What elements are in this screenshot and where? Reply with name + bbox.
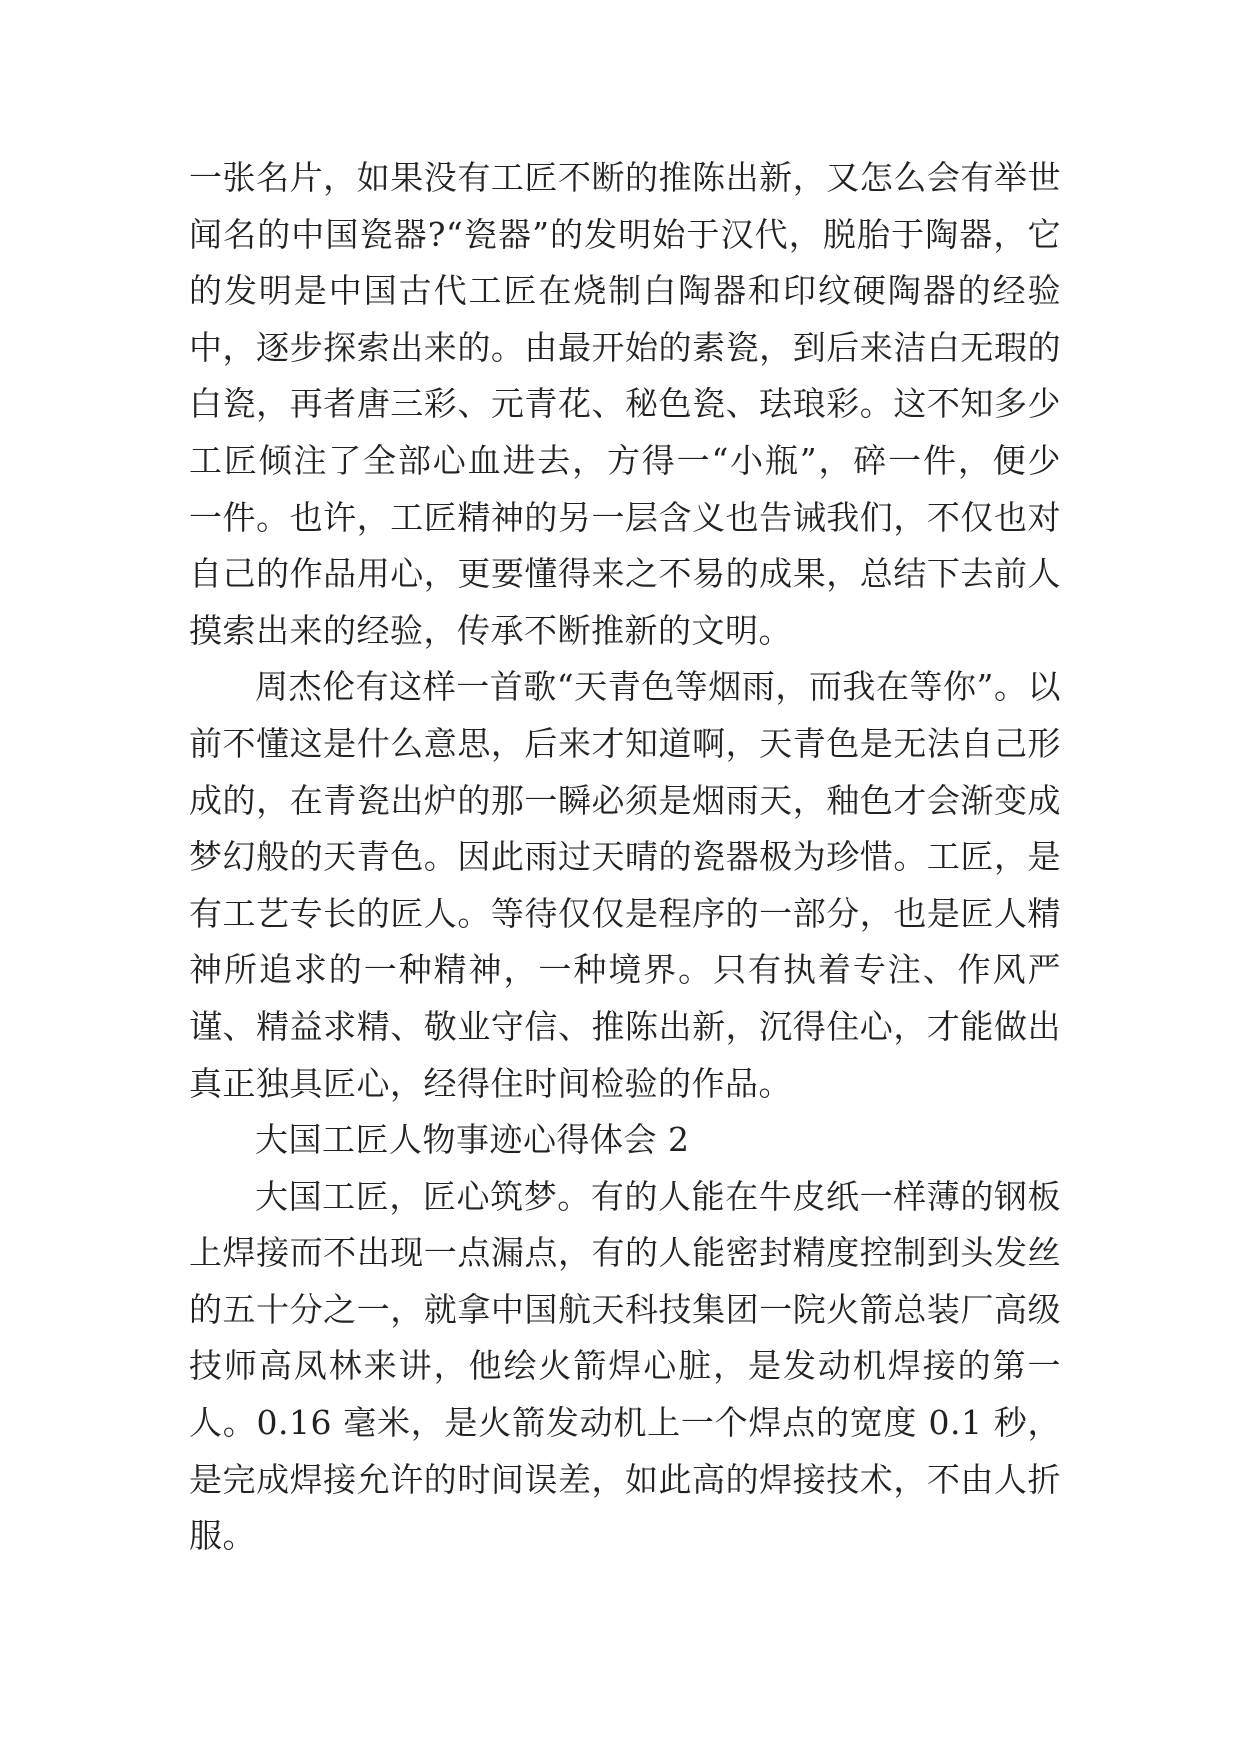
paragraph-craftsman: 大国工匠，匠心筑梦。有的人能在牛皮纸一样薄的钢板上焊接而不出现一点漏点，有的人能密封精度控制到头发丝的五十分之一，就拿中国航天科技集团一院火箭总装厂高级技师高凤林来讲，他绘火箭焊心脏，是发动机焊接的第一人。0.16 毫米，是火箭发动机上一个焊点的宽度 0.1 秒，是完成焊接允许的时间误差，如此高的焊接技术，不由人折服。	[189, 1176, 1061, 1556]
section-heading: 大国工匠人物事迹心得体会 2	[255, 1120, 690, 1160]
document-body	[189, 150, 1061, 1565]
paragraph-porcelain: 一张名片，如果没有工匠不断的推陈出新，又怎么会有举世闻名的中国瓷器?“瓷器”的发明始于汉代，脱胎于陶器，它的发明是中国古代工匠在烧制白陶器和印纹硬陶器的经验中，逐步探索出来的。由最开始的素瓷，到后来洁白无瑕的白瓷，再者唐三彩、元青花、秘色瓷、珐琅彩。这不知多少工匠倾注了全部心血进去，方得一“小瓶”，碎一件，便少一件。也许，工匠精神的另一层含义也告诫我们，不仅也对自己的作品用心，更要懂得来之不易的成果，总结下去前人摸索出来的经验，传承不断推新的文明。	[189, 158, 1061, 650]
paragraph-sky-blue: 周杰伦有这样一首歌“天青色等烟雨，而我在等你”。以前不懂这是什么意思，后来才知道啊，天青色是无法自己形成的，在青瓷出炉的那一瞬必须是烟雨天，釉色才会渐变成梦幻般的天青色。因此雨过天晴的瓷器极为珍惜。工匠，是有工艺专长的匠人。等待仅仅是程序的一部分，也是匠人精神所追求的一种精神，一种境界。只有执着专注、作风严谨、精益求精、敬业守信、推陈出新，沉得住心，才能做出真正独具匠心，经得住时间检验的作品。	[189, 667, 1061, 1103]
